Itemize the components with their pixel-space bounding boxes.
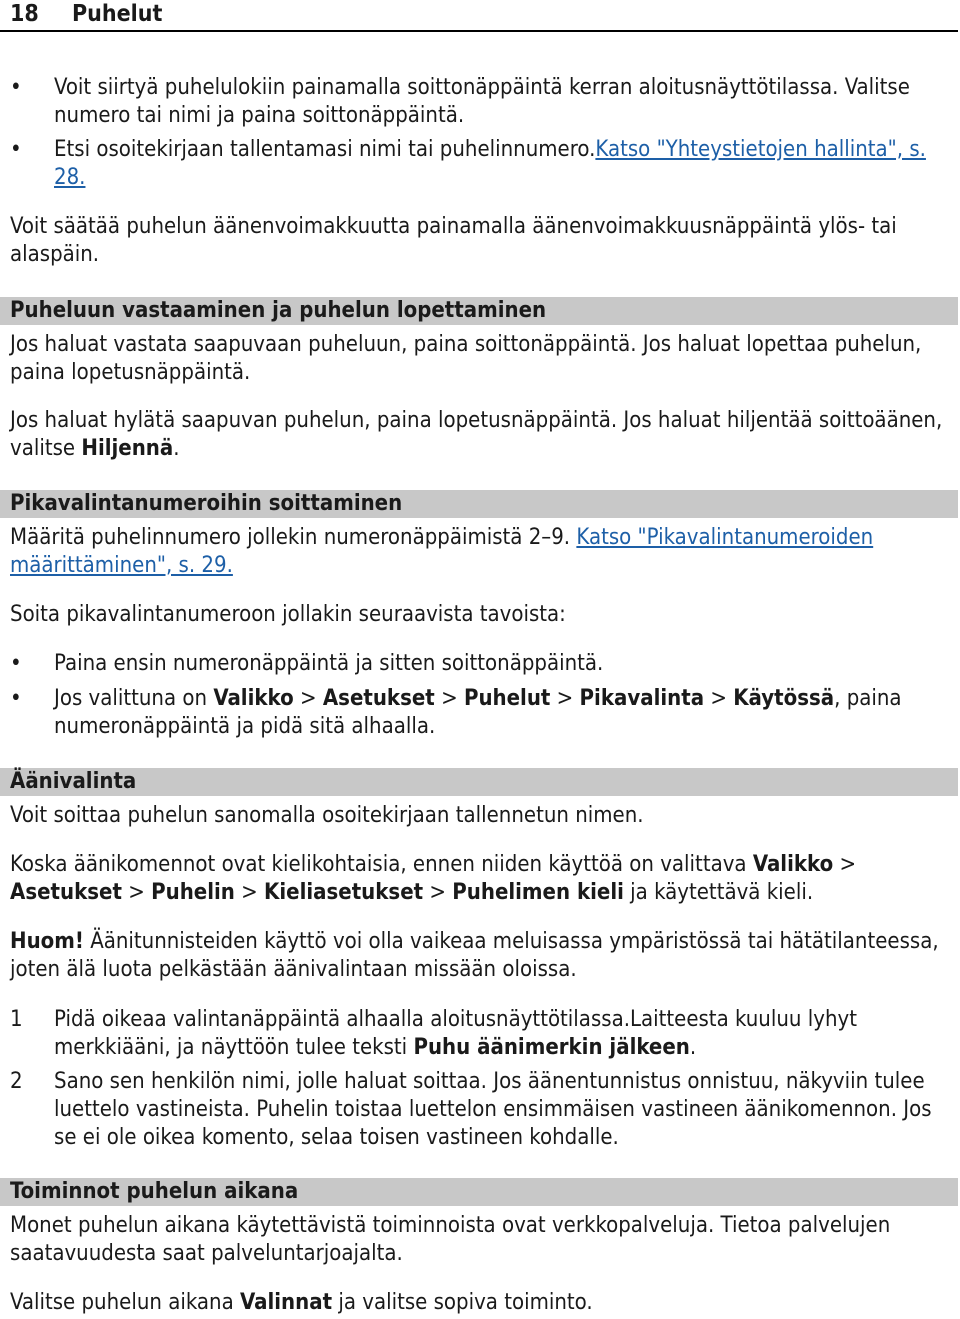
page-number: 18 xyxy=(10,1,39,27)
link-yhteystietojen-hallinta[interactable]: Katso "Yhteystietojen hallinta", s. 28. xyxy=(54,137,926,190)
section-heading: Toiminnot puhelun aikana xyxy=(0,1178,958,1206)
paragraph: Monet puhelun aikana käytettävistä toiminnoista ovat verkkopalveluja. Tietoa palvelujen saatavuudesta saat palveluntarjoajalta. xyxy=(10,1213,891,1266)
step-text: Pidä oikeaa valintanäppäintä alhaalla aloitusnäyttötilassa.Laitteesta kuuluu lyhyt merkkiääni, ja näyttöön tulee teksti Puhu äänimerkin jälkeen. xyxy=(54,1007,857,1060)
list-item xyxy=(10,1006,950,1062)
list-item xyxy=(10,74,950,130)
bullet-icon: • xyxy=(10,686,22,711)
list-item xyxy=(10,650,950,678)
volume-paragraph: Voit säätää puhelun äänenvoimakkuutta painamalla äänenvoimakkuusnäppäintä ylös- tai alaspäin. xyxy=(10,214,897,267)
section-heading: Pikavalintanumeroihin soittaminen xyxy=(0,490,958,518)
paragraph: Määritä puhelinnumero jollekin numeronäppäimistä 2–9. Katso "Pikavalintanumeroiden määrittäminen", s. 29. xyxy=(10,525,874,578)
bullet-text: Jos valittuna on Valikko > Asetukset > Puhelut > Pikavalinta > Käytössä, paina numeronäppäintä ja pidä sitä alhaalla. xyxy=(54,686,902,739)
bullet-text: Paina ensin numeronäppäintä ja sitten soittonäppäintä. xyxy=(54,651,604,676)
link-pikavalintanumeroiden-maarittaminen[interactable]: Katso "Pikavalintanumeroiden määrittäminen", s. 29. xyxy=(10,525,874,578)
paragraph: Voit soittaa puhelun sanomalla osoitekirjaan tallennetun nimen. xyxy=(10,803,644,828)
page-header xyxy=(0,0,958,32)
step-number: 2 xyxy=(10,1069,23,1094)
step-number: 1 xyxy=(10,1007,23,1032)
bullet-icon: • xyxy=(10,75,22,100)
paragraph: Jos haluat hylätä saapuvan puhelun, paina lopetusnäppäintä. Jos haluat hiljentää soittoäänen, valitse Hiljennä. xyxy=(10,408,943,461)
list-item xyxy=(10,685,950,741)
paragraph: Valitse puhelun aikana Valinnat ja valitse sopiva toiminto. xyxy=(10,1290,593,1315)
menu-option-hiljenna: Hiljennä xyxy=(81,436,174,461)
section-heading: Puheluun vastaaminen ja puhelun lopettaminen xyxy=(0,297,958,325)
note-label: Huom! xyxy=(10,929,84,954)
note-paragraph: Huom! Äänitunnisteiden käyttö voi olla vaikeaa meluisassa ympäristössä tai hätätilanteessa, joten älä luota pelkästään äänivalintaan missään oloissa. xyxy=(10,929,939,982)
bullet-icon: • xyxy=(10,651,22,676)
section-heading: Äänivalinta xyxy=(0,768,958,796)
step-text: Sano sen henkilön nimi, jolle haluat soittaa. Jos äänentunnistus onnistuu, näkyviin tulee luettelo vastineista. Puhelin toistaa luettelon ensimmäisen vastineen äänikomennon. Jos se ei ole oikea komento, selaa toisen vastineen kohdalle. xyxy=(54,1069,932,1150)
bullet-text: Etsi osoitekirjaan tallentamasi nimi tai puhelinnumero.Katso "Yhteystietojen hallinta", s. 28. xyxy=(54,137,926,190)
paragraph: Koska äänikomennot ovat kielikohtaisia, ennen niiden käyttöä on valittava Valikko > Asetukset > Puhelin > Kieliasetukset > Puhelimen kieli ja käytettävä kieli. xyxy=(10,852,857,905)
paragraph: Soita pikavalintanumeroon jollakin seuraavista tavoista: xyxy=(10,602,566,627)
bullet-text: Voit siirtyä puhelulokiin painamalla soittonäppäintä kerran aloitusnäyttötilassa. Valitse numero tai nimi ja paina soittonäppäintä. xyxy=(54,75,910,128)
paragraph: Jos haluat vastata saapuvaan puheluun, paina soittonäppäintä. Jos haluat lopettaa puhelun, paina lopetusnäppäintä. xyxy=(10,332,922,385)
list-item xyxy=(10,136,950,192)
list-item xyxy=(10,1068,950,1152)
bullet-icon: • xyxy=(10,137,22,162)
chapter-title: Puhelut xyxy=(72,1,163,27)
